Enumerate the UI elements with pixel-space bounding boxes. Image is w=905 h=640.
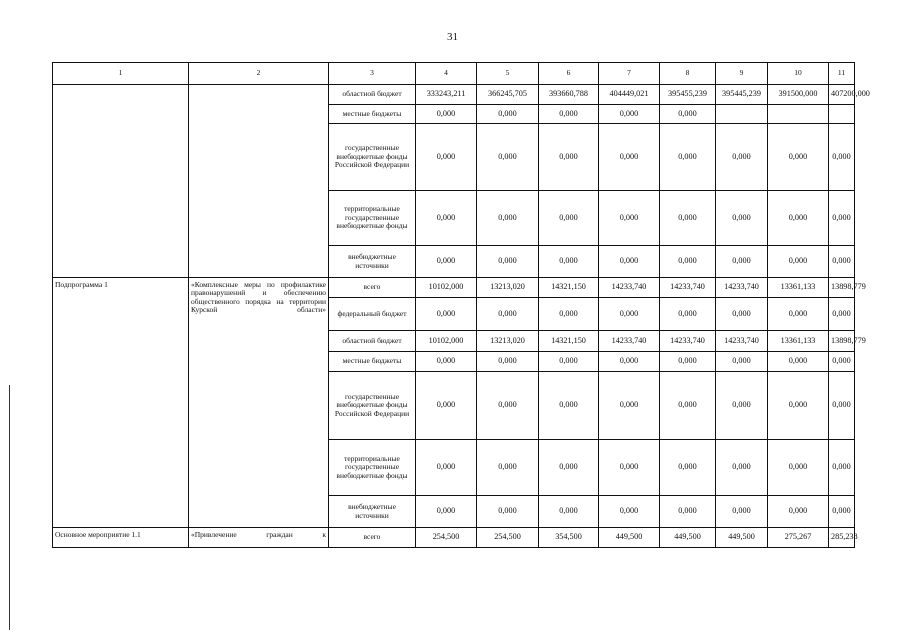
value-cell: 0,000 (539, 191, 599, 246)
value-cell: 0,000 (716, 191, 768, 246)
value-cell: 0,000 (768, 191, 829, 246)
value-cell: 0,000 (599, 372, 660, 440)
value-cell: 0,000 (829, 496, 855, 528)
value-cell: 0,000 (416, 496, 477, 528)
value-cell: 0,000 (539, 105, 599, 124)
header-cell: 9 (716, 63, 768, 85)
scan-edge-line (9, 385, 10, 630)
budget-table (52, 62, 870, 548)
value-cell: 0,000 (416, 105, 477, 124)
value-cell: 407200,000 (829, 85, 855, 105)
header-cell: 5 (477, 63, 539, 85)
value-cell: 0,000 (660, 298, 716, 331)
value-cell (716, 105, 768, 124)
value-cell: 14233,740 (716, 331, 768, 352)
funding-source: местные бюджеты (329, 352, 416, 372)
value-cell: 285,238 (829, 528, 855, 548)
table-row (53, 278, 855, 298)
value-cell: 0,000 (539, 496, 599, 528)
value-cell: 13361,133 (768, 331, 829, 352)
value-cell: 449,500 (716, 528, 768, 548)
value-cell: 449,500 (660, 528, 716, 548)
value-cell: 0,000 (539, 372, 599, 440)
value-cell: 0,000 (660, 105, 716, 124)
value-cell: 0,000 (829, 124, 855, 191)
value-cell: 0,000 (539, 440, 599, 496)
value-cell: 10102,000 (416, 278, 477, 298)
value-cell: 13213,020 (477, 331, 539, 352)
value-cell: 13898,779 (829, 278, 855, 298)
value-cell: 0,000 (416, 372, 477, 440)
funding-source: всего (329, 278, 416, 298)
value-cell: 0,000 (599, 298, 660, 331)
funding-source: внебюджетные источники (329, 246, 416, 278)
value-cell: 393660,788 (539, 85, 599, 105)
funding-source: территориальные государственные внебюджетные фонды (329, 440, 416, 496)
value-cell: 0,000 (477, 372, 539, 440)
value-cell: 0,000 (660, 372, 716, 440)
header-cell: 4 (416, 63, 477, 85)
value-cell: 0,000 (599, 440, 660, 496)
value-cell: 0,000 (716, 124, 768, 191)
value-cell: 0,000 (477, 352, 539, 372)
value-cell: 0,000 (477, 440, 539, 496)
value-cell: 13213,020 (477, 278, 539, 298)
header-cell: 8 (660, 63, 716, 85)
funding-source: областной бюджет (329, 331, 416, 352)
header-cell: 10 (768, 63, 829, 85)
value-cell: 0,000 (599, 124, 660, 191)
funding-source: государственные внебюджетные фонды Российской Федерации (329, 372, 416, 440)
activity-title: «Привлечение граждан к (189, 528, 329, 548)
value-cell: 0,000 (768, 298, 829, 331)
value-cell (768, 105, 829, 124)
value-cell: 395455,239 (660, 85, 716, 105)
value-cell: 0,000 (477, 105, 539, 124)
value-cell (829, 105, 855, 124)
value-cell: 0,000 (660, 246, 716, 278)
value-cell: 391500,000 (768, 85, 829, 105)
value-cell: 404449,021 (599, 85, 660, 105)
value-cell: 0,000 (599, 191, 660, 246)
value-cell: 13361,133 (768, 278, 829, 298)
header-cell: 1 (53, 63, 189, 85)
value-cell: 0,000 (416, 191, 477, 246)
value-cell: 275,267 (768, 528, 829, 548)
value-cell: 354,500 (539, 528, 599, 548)
value-cell: 254,500 (477, 528, 539, 548)
value-cell: 14233,740 (660, 278, 716, 298)
table-row (53, 85, 855, 105)
header-cell: 3 (329, 63, 416, 85)
value-cell: 0,000 (416, 440, 477, 496)
value-cell: 0,000 (716, 372, 768, 440)
value-cell: 0,000 (599, 105, 660, 124)
value-cell: 0,000 (768, 124, 829, 191)
value-cell: 0,000 (829, 246, 855, 278)
value-cell: 0,000 (829, 440, 855, 496)
empty-cell (53, 85, 189, 278)
value-cell: 0,000 (768, 352, 829, 372)
value-cell: 449,500 (599, 528, 660, 548)
value-cell: 0,000 (539, 298, 599, 331)
funding-source: областной бюджет (329, 85, 416, 105)
value-cell: 0,000 (477, 191, 539, 246)
value-cell: 0,000 (599, 352, 660, 372)
value-cell: 0,000 (539, 124, 599, 191)
value-cell: 14233,740 (599, 331, 660, 352)
value-cell: 395445,239 (716, 85, 768, 105)
value-cell: 0,000 (477, 246, 539, 278)
value-cell: 0,000 (660, 352, 716, 372)
value-cell: 14233,740 (716, 278, 768, 298)
funding-source: федеральный бюджет (329, 298, 416, 331)
value-cell: 0,000 (716, 246, 768, 278)
value-cell: 0,000 (660, 191, 716, 246)
value-cell: 0,000 (716, 496, 768, 528)
activity-name: Основное мероприятие 1.1 (53, 528, 189, 548)
value-cell: 254,500 (416, 528, 477, 548)
value-cell: 0,000 (416, 246, 477, 278)
value-cell: 0,000 (768, 246, 829, 278)
value-cell: 14321,150 (539, 278, 599, 298)
value-cell: 0,000 (477, 298, 539, 331)
header-cell: 2 (189, 63, 329, 85)
value-cell: 0,000 (599, 246, 660, 278)
value-cell: 0,000 (716, 298, 768, 331)
value-cell: 0,000 (716, 352, 768, 372)
value-cell: 0,000 (829, 298, 855, 331)
funding-source: государственные внебюджетные фонды Российской Федерации (329, 124, 416, 191)
funding-source: внебюджетные источники (329, 496, 416, 528)
header-cell: 6 (539, 63, 599, 85)
table-row (53, 528, 855, 548)
page-number: 31 (447, 31, 458, 43)
value-cell: 0,000 (660, 124, 716, 191)
value-cell: 0,000 (477, 124, 539, 191)
value-cell: 0,000 (660, 440, 716, 496)
funding-source: территориальные государственные внебюджетные фонды (329, 191, 416, 246)
value-cell: 0,000 (539, 246, 599, 278)
value-cell: 0,000 (416, 124, 477, 191)
header-cell: 11 (829, 63, 855, 85)
value-cell: 0,000 (768, 496, 829, 528)
value-cell: 333243,211 (416, 85, 477, 105)
value-cell: 13898,779 (829, 331, 855, 352)
header-row (53, 63, 855, 85)
value-cell: 0,000 (416, 352, 477, 372)
value-cell: 0,000 (829, 191, 855, 246)
value-cell: 10102,000 (416, 331, 477, 352)
value-cell: 0,000 (416, 298, 477, 331)
value-cell: 0,000 (539, 352, 599, 372)
subprogram-name: Подпрограмма 1 (53, 278, 189, 528)
value-cell: 0,000 (829, 352, 855, 372)
value-cell: 0,000 (477, 496, 539, 528)
subprogram-title: «Комплексные меры по профилактике правонарушений и обеспечению общественного порядка на территории Курской области» (189, 278, 329, 528)
empty-cell (189, 85, 329, 278)
header-cell: 7 (599, 63, 660, 85)
value-cell: 0,000 (599, 496, 660, 528)
value-cell: 0,000 (716, 440, 768, 496)
value-cell: 0,000 (660, 496, 716, 528)
value-cell: 366245,705 (477, 85, 539, 105)
value-cell: 14233,740 (599, 278, 660, 298)
value-cell: 0,000 (768, 372, 829, 440)
value-cell: 0,000 (829, 372, 855, 440)
value-cell: 0,000 (768, 440, 829, 496)
value-cell: 14233,740 (660, 331, 716, 352)
funding-source: всего (329, 528, 416, 548)
funding-source: местные бюджеты (329, 105, 416, 124)
value-cell: 14321,150 (539, 331, 599, 352)
